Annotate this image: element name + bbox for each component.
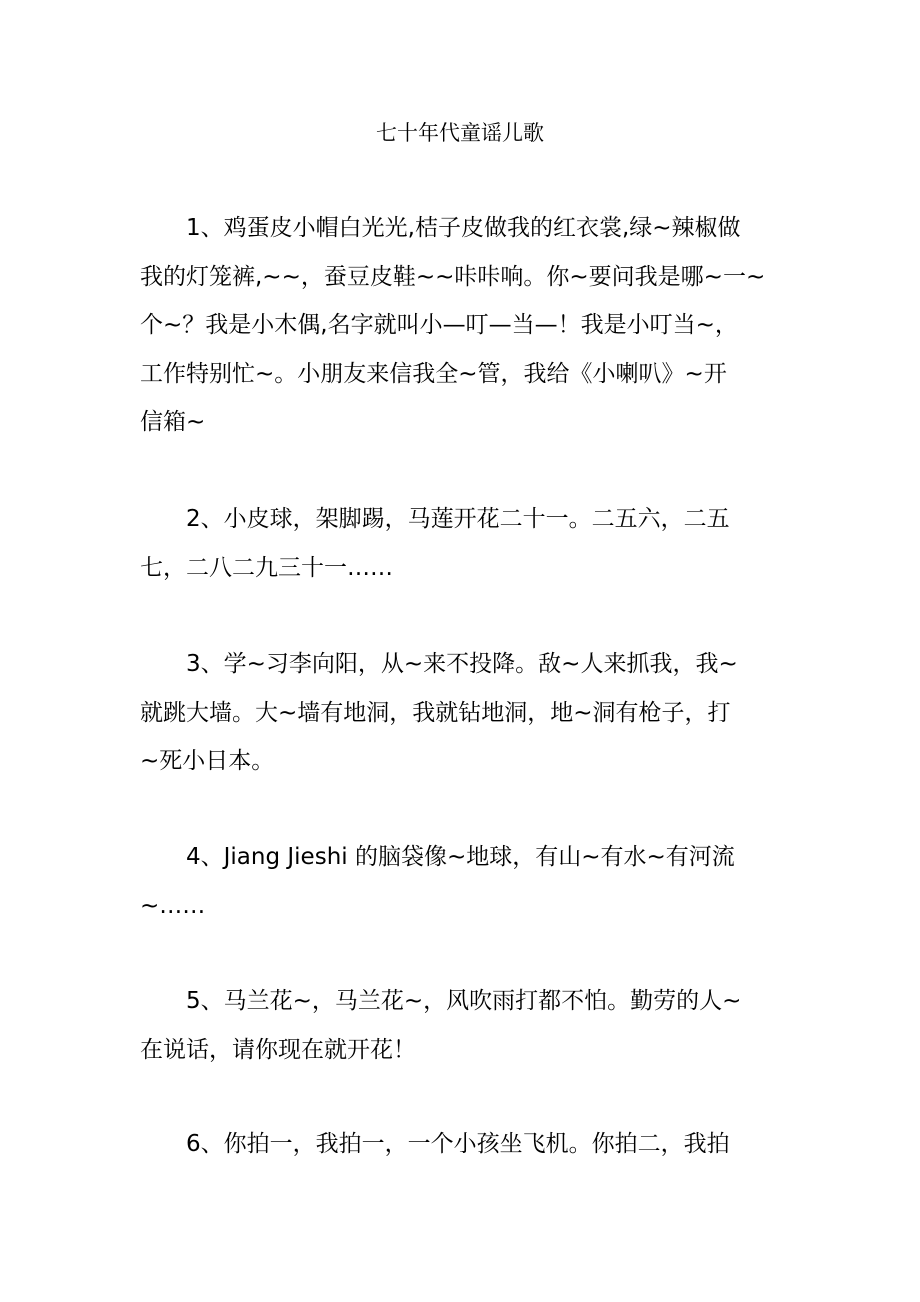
paragraph-6 (140, 1120, 776, 1169)
paragraph-line: 就跳大墙。大~墙有地洞，我就钻地洞，地~洞有枪子，打 (140, 699, 731, 726)
paragraph-line: ~死小日本。 (140, 748, 275, 774)
paragraph-line: 个~？我是小木偶,名字就叫小—叮—当—！我是小叮当~， (140, 312, 738, 338)
paragraph-line: 5、马兰花~，马兰花~，风吹雨打都不怕。勤劳的人~ (186, 988, 742, 1014)
paragraph-line: 4、Jiang Jieshi 的脑袋像~地球，有山~有水~有河流 (186, 844, 735, 870)
paragraph-line: ~…… (140, 892, 206, 919)
paragraph-line: 1、鸡蛋皮小帽白光光,桔子皮做我的红衣裳,绿~辣椒做 (186, 215, 741, 241)
paragraph-line: 七，二八二九三十一…… (140, 554, 393, 581)
document-title: 七十年代童谣儿歌 (376, 121, 544, 145)
paragraph-line: 2、小皮球，架脚踢，马莲开花二十一。二五六，二五 (186, 506, 730, 532)
paragraph-line: 3、学~习李向阳，从~来不投降。敌~人来抓我，我~ (186, 651, 738, 677)
paragraph-3 (140, 640, 776, 786)
paragraph-4 (140, 833, 776, 930)
paragraph-line: 信箱~ (140, 409, 206, 435)
paragraph-line: 6、你拍一，我拍一，一个小孩坐飞机。你拍二，我拍 (186, 1131, 730, 1157)
paragraph-line: 工作特别忙~。小朋友来信我全~管，我给《小喇叭》~开 (140, 360, 727, 387)
paragraph-line: 我的灯笼裤,~~，蚕豆皮鞋~~咔咔响。你~要问我是哪~一~ (140, 263, 766, 290)
paragraph-2 (140, 495, 776, 592)
paragraph-1 (140, 204, 776, 447)
paragraph-line: 在说话，请你现在就开花！ (140, 1036, 416, 1063)
paragraph-5 (140, 977, 776, 1074)
